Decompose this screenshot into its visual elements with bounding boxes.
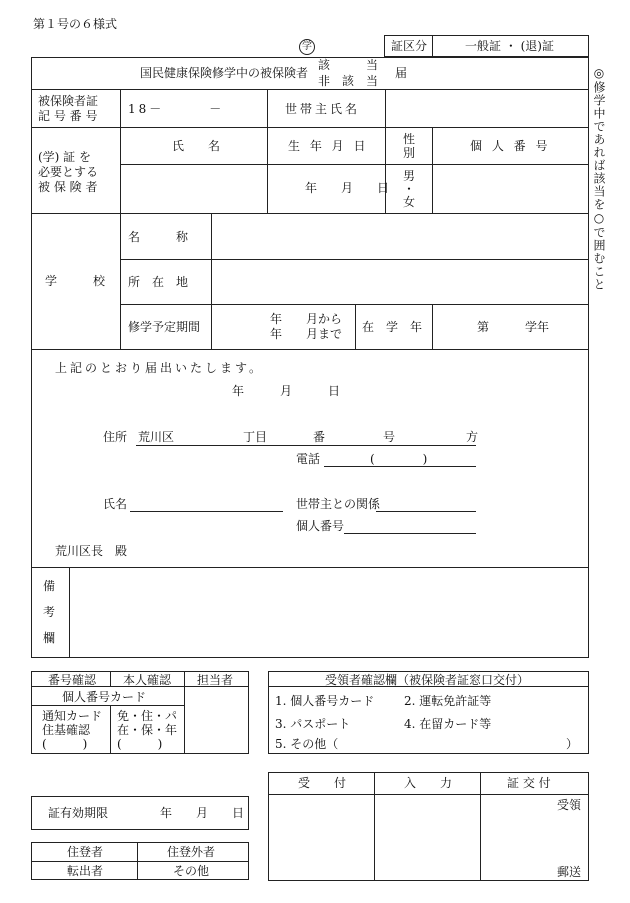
identity-check-header: 本人確認	[123, 673, 172, 687]
study-period-from[interactable]: 年 月から	[270, 312, 343, 326]
receiver-option-2[interactable]: 2. 運転免許証等	[404, 694, 492, 708]
person-label-2: 必要とする	[38, 165, 99, 179]
insured-number-label-1: 被保険者証	[38, 94, 99, 108]
declaration-date[interactable]: 年 月 日	[232, 384, 341, 398]
sex-dot: ・	[403, 182, 416, 196]
person-label-1: (学) 証 を	[38, 150, 91, 164]
receiver-option-4[interactable]: 4. 在留カード等	[404, 717, 492, 731]
sex-female[interactable]: 女	[403, 195, 416, 209]
validity-label: 証有効期限	[48, 806, 109, 820]
address-label: 住所	[103, 430, 128, 444]
address-ward: 荒川区	[138, 430, 175, 444]
phone-paren: ( )	[370, 452, 428, 466]
applicant-name-underline[interactable]	[130, 511, 283, 512]
number-check-header: 番号確認	[48, 673, 97, 687]
remarks-char-1: 備	[43, 579, 56, 593]
issue-mail[interactable]: 郵送	[557, 865, 582, 879]
address-go: 号	[383, 430, 396, 444]
issue-receipt[interactable]: 受領	[557, 798, 582, 812]
relation-underline[interactable]	[376, 511, 476, 512]
applicant-id-underline[interactable]	[344, 533, 476, 534]
license-paren: ( )	[117, 737, 163, 751]
relation-label: 世帯主との関係	[296, 497, 381, 511]
addressee: 荒川区長 殿	[55, 544, 128, 558]
receiver-option-5[interactable]: 5. その他（	[275, 737, 339, 751]
form-title: 国民健康保険修学中の被保険者	[140, 66, 309, 80]
address-chome: 丁目	[243, 430, 268, 444]
process-issue-header: 証 交 付	[507, 776, 551, 790]
title-suffix: 届	[395, 66, 408, 80]
receiver-option-5-end: ）	[566, 737, 579, 751]
notice-paren: ( )	[42, 737, 88, 751]
certificate-type-label: 証区分	[391, 39, 428, 53]
applicant-name-label: 氏名	[103, 497, 128, 511]
address-underline[interactable]	[136, 445, 476, 446]
sex-male[interactable]: 男	[403, 169, 416, 183]
side-note: ◎修学中であれば該当を○で囲むこと	[592, 66, 606, 291]
phone-label: 電話	[296, 452, 321, 466]
process-input-header: 入 力	[404, 776, 453, 790]
col-birth-header: 生 年 月 日	[288, 139, 369, 153]
school-name-label: 名 称	[128, 230, 189, 244]
notice-card-option[interactable]: 通知カード	[42, 709, 103, 723]
study-period-to[interactable]: 年 月まで	[270, 327, 343, 341]
householder-name-field[interactable]	[386, 90, 588, 126]
study-period-label: 修学予定期間	[128, 320, 201, 334]
remarks-char-2: 考	[43, 605, 56, 619]
col-sex-header-2: 別	[403, 146, 416, 160]
receiver-option-1[interactable]: 1. 個人番号カード	[275, 694, 375, 708]
col-sex-header-1: 性	[403, 132, 416, 146]
insured-number-value[interactable]: 18－ －	[128, 102, 225, 116]
certificate-type-value[interactable]: 一般証 ・ (退)証	[465, 39, 554, 53]
personal-number-field[interactable]	[433, 165, 588, 212]
validity-date[interactable]: 年 月 日	[160, 806, 245, 820]
status-non-resident[interactable]: 住登外者	[167, 845, 216, 859]
status-moved-out[interactable]: 転出者	[67, 864, 104, 878]
grade-value[interactable]: 第 学年	[477, 320, 550, 334]
process-received-header: 受 付	[298, 776, 347, 790]
status-other[interactable]: その他	[173, 864, 210, 878]
declaration-text: 上記のとおり届出いたします。	[55, 361, 265, 375]
address-ban: 番	[313, 430, 326, 444]
insured-number-label-2: 記 号 番 号	[38, 109, 98, 123]
school-address-field[interactable]	[212, 260, 588, 303]
person-name-field[interactable]	[121, 165, 266, 212]
receiver-title: 受領者確認欄（被保険者証窓口交付）	[325, 673, 530, 687]
staff-header: 担当者	[197, 673, 234, 687]
title-not-applicable[interactable]: 非 該 当	[318, 74, 379, 88]
householder-name-label: 世帯主氏名	[285, 102, 361, 116]
form-number: 第１号の６様式	[33, 17, 118, 31]
remarks-char-3: 欄	[43, 631, 56, 645]
school-label: 学 校	[45, 274, 106, 288]
title-applicable[interactable]: 該 当	[318, 58, 379, 72]
license-options-1[interactable]: 免・住・パ	[117, 709, 178, 723]
mynumber-card-option[interactable]: 個人番号カード	[62, 690, 147, 704]
receiver-option-3[interactable]: 3. パスポート	[275, 717, 351, 731]
status-resident[interactable]: 住登者	[67, 845, 104, 859]
remarks-field[interactable]	[70, 568, 588, 657]
col-id-header: 個 人 番 号	[470, 139, 551, 153]
address-kata: 方	[466, 430, 479, 444]
birth-date-field[interactable]: 年 月 日	[305, 181, 390, 195]
col-name-header: 氏 名	[172, 139, 221, 153]
license-options-2[interactable]: 在・保・年	[117, 723, 178, 737]
resident-check-option[interactable]: 住基確認	[42, 723, 91, 737]
school-address-label: 所 在 地	[128, 275, 189, 289]
applicant-id-label: 個人番号	[296, 519, 345, 533]
grade-label: 在 学 年	[362, 320, 423, 334]
phone-underline[interactable]	[324, 466, 476, 467]
gaku-mark: 学	[299, 39, 315, 55]
school-name-field[interactable]	[212, 214, 588, 258]
person-label-3: 被 保 険 者	[38, 180, 98, 194]
